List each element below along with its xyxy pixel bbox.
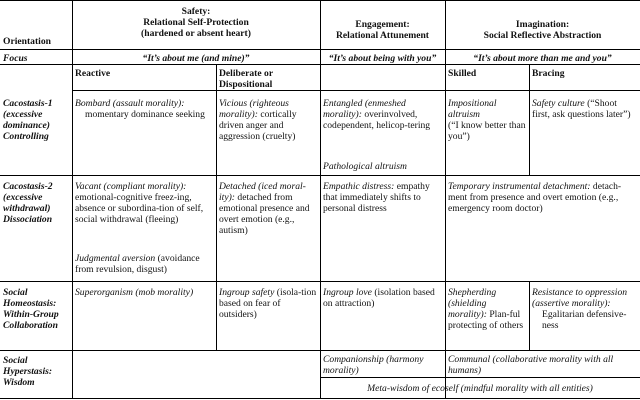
hyperstasis-imagination: Communal (collaborative morality with all humans) xyxy=(448,354,614,376)
cacostasis1-reactive-term: Bombard (assault morality): xyxy=(75,98,185,109)
cacostasis2-reactive-text2: (avoidance from revulsion, disgust) xyxy=(75,253,200,275)
cacostasis2-engagement xyxy=(320,180,445,215)
focus-label: Focus xyxy=(3,53,28,64)
homeostasis-reactive: Superorganism (mob morality) xyxy=(75,287,194,298)
homeostasis-deliberate-term: Ingroup safety xyxy=(219,287,275,298)
cacostasis2-reactive xyxy=(72,180,216,226)
subheader-bracing: Bracing xyxy=(532,68,565,79)
engagement-header-title: Engagement: xyxy=(355,19,410,30)
cacostasis1-engagement-text: overinvolved, codependent, helicop-tering xyxy=(323,109,431,131)
imagination-header-subtitle: Social Reflective Abstraction xyxy=(483,30,602,41)
cacostasis2-deliberate xyxy=(216,180,320,237)
cacostasis1-deliberate-term: Vicious (righteous morality): xyxy=(219,98,289,120)
hyperstasis-engagement: Companionship (harmony morality) xyxy=(323,354,424,376)
cacostasis2-reactive-second xyxy=(72,252,216,276)
safety-header-title: Safety: xyxy=(181,6,211,17)
row-divider-subheader xyxy=(72,90,640,91)
homeostasis-engagement xyxy=(320,286,445,310)
cacostasis2-imagination-text: detach-ment from presence and overt emotion (e.g., emergency room doctor) xyxy=(448,181,622,214)
homeostasis-bracing xyxy=(529,286,640,332)
homeostasis-engagement-text: (isolation based on attraction) xyxy=(323,287,435,309)
row-label-hyperstasis: Social Hyperstasis: Wisdom xyxy=(3,355,53,388)
subheader-reactive: Reactive xyxy=(75,68,111,79)
cacostasis2-reactive-term2: Judgmental aversion xyxy=(75,253,156,264)
homeostasis-skilled-term: Shepherding (shielding morality): xyxy=(448,287,497,320)
homeostasis-deliberate xyxy=(216,286,320,321)
safety-header-subtitle: Relational Self-Protection xyxy=(143,17,249,28)
row-divider-hyperstasis-span xyxy=(320,377,640,378)
cacostasis2-reactive-term: Vacant (compliant morality): xyxy=(75,181,187,192)
focus-imagination: “It’s about more than me and you” xyxy=(473,53,612,64)
subheader-skilled: Skilled xyxy=(448,68,477,79)
homeostasis-skilled-text: Plan-ful protecting of others xyxy=(448,309,524,331)
orientation-header: Orientation xyxy=(3,36,51,47)
imagination-header xyxy=(445,18,640,42)
hyperstasis-span: Meta-wisdom of ecoself (mindful morality with all entities) xyxy=(367,383,593,394)
cacostasis1-engagement xyxy=(320,97,445,132)
cacostasis2-engagement-text: empathy that immediately shifts to personal distress xyxy=(323,181,430,214)
cacostasis1-bracing xyxy=(529,97,640,121)
homeostasis-deliberate-text: (isola-tion based on fear of outsiders) xyxy=(219,287,317,320)
cacostasis2-deliberate-term: Detached (iced moral-ity): xyxy=(219,181,306,203)
safety-header-note: (hardened or absent heart) xyxy=(141,28,251,39)
homeostasis-engagement-term: Ingroup love xyxy=(323,287,372,298)
cacostasis2-imagination-term: Temporary instrumental detachment: xyxy=(448,181,591,192)
cacostasis1-engagement-extra: Pathological altruism xyxy=(323,161,407,172)
cacostasis1-bracing-text: (“Shoot first, ask questions later”) xyxy=(532,98,631,120)
focus-safety: “It’s about me (and mine)” xyxy=(142,53,250,64)
cacostasis1-bracing-term: Safety culture xyxy=(532,98,585,109)
row-label-cacostasis1: Cacostasis-1 (excessive dominance) Controlling xyxy=(3,98,53,142)
cacostasis1-skilled xyxy=(445,97,529,143)
focus-engagement: “It’s about being with you” xyxy=(328,53,437,64)
row-label-cacostasis2: Cacostasis-2 (excessive withdrawal) Dissociation xyxy=(3,181,53,225)
cacostasis1-deliberate-text: cortically driven anger and aggression (cruelty) xyxy=(219,109,297,142)
subheader-deliberate: Deliberate or Dispositional xyxy=(219,68,273,90)
cacostasis1-reactive-text: momentary dominance seeking xyxy=(85,109,205,120)
cacostasis1-engagement-term: Entangled (enmeshed morality): xyxy=(323,98,406,120)
homeostasis-bracing-term: Resistance to oppression (assertive morality): xyxy=(532,287,628,309)
cacostasis2-reactive-text: emotional-cognitive freez-ing, absence or subordina-tion of self, social withdrawal (fleeing) xyxy=(75,192,204,225)
row-label-homeostasis: Social Homeostasis: Within-Group Collaboration xyxy=(3,287,59,331)
homeostasis-bracing-text: Egalitarian defensive-ness xyxy=(542,309,627,331)
homeostasis-skilled xyxy=(445,286,529,332)
imagination-header-title: Imagination: xyxy=(515,19,570,30)
engagement-header-subtitle: Relational Attunement xyxy=(336,30,429,41)
safety-header xyxy=(72,5,320,40)
cacostasis1-skilled-text: (“I know better than you”) xyxy=(448,120,526,142)
engagement-header xyxy=(320,18,445,42)
cacostasis1-deliberate xyxy=(216,97,320,143)
cacostasis2-engagement-term: Empathic distress: xyxy=(323,181,395,192)
cacostasis1-reactive xyxy=(72,97,216,121)
cacostasis1-skilled-term: Impositional altruism xyxy=(448,98,497,120)
cacostasis2-imagination xyxy=(445,180,640,215)
cacostasis2-deliberate-text: detached from emotional presence and overt emotion (e.g., autism) xyxy=(219,192,310,236)
